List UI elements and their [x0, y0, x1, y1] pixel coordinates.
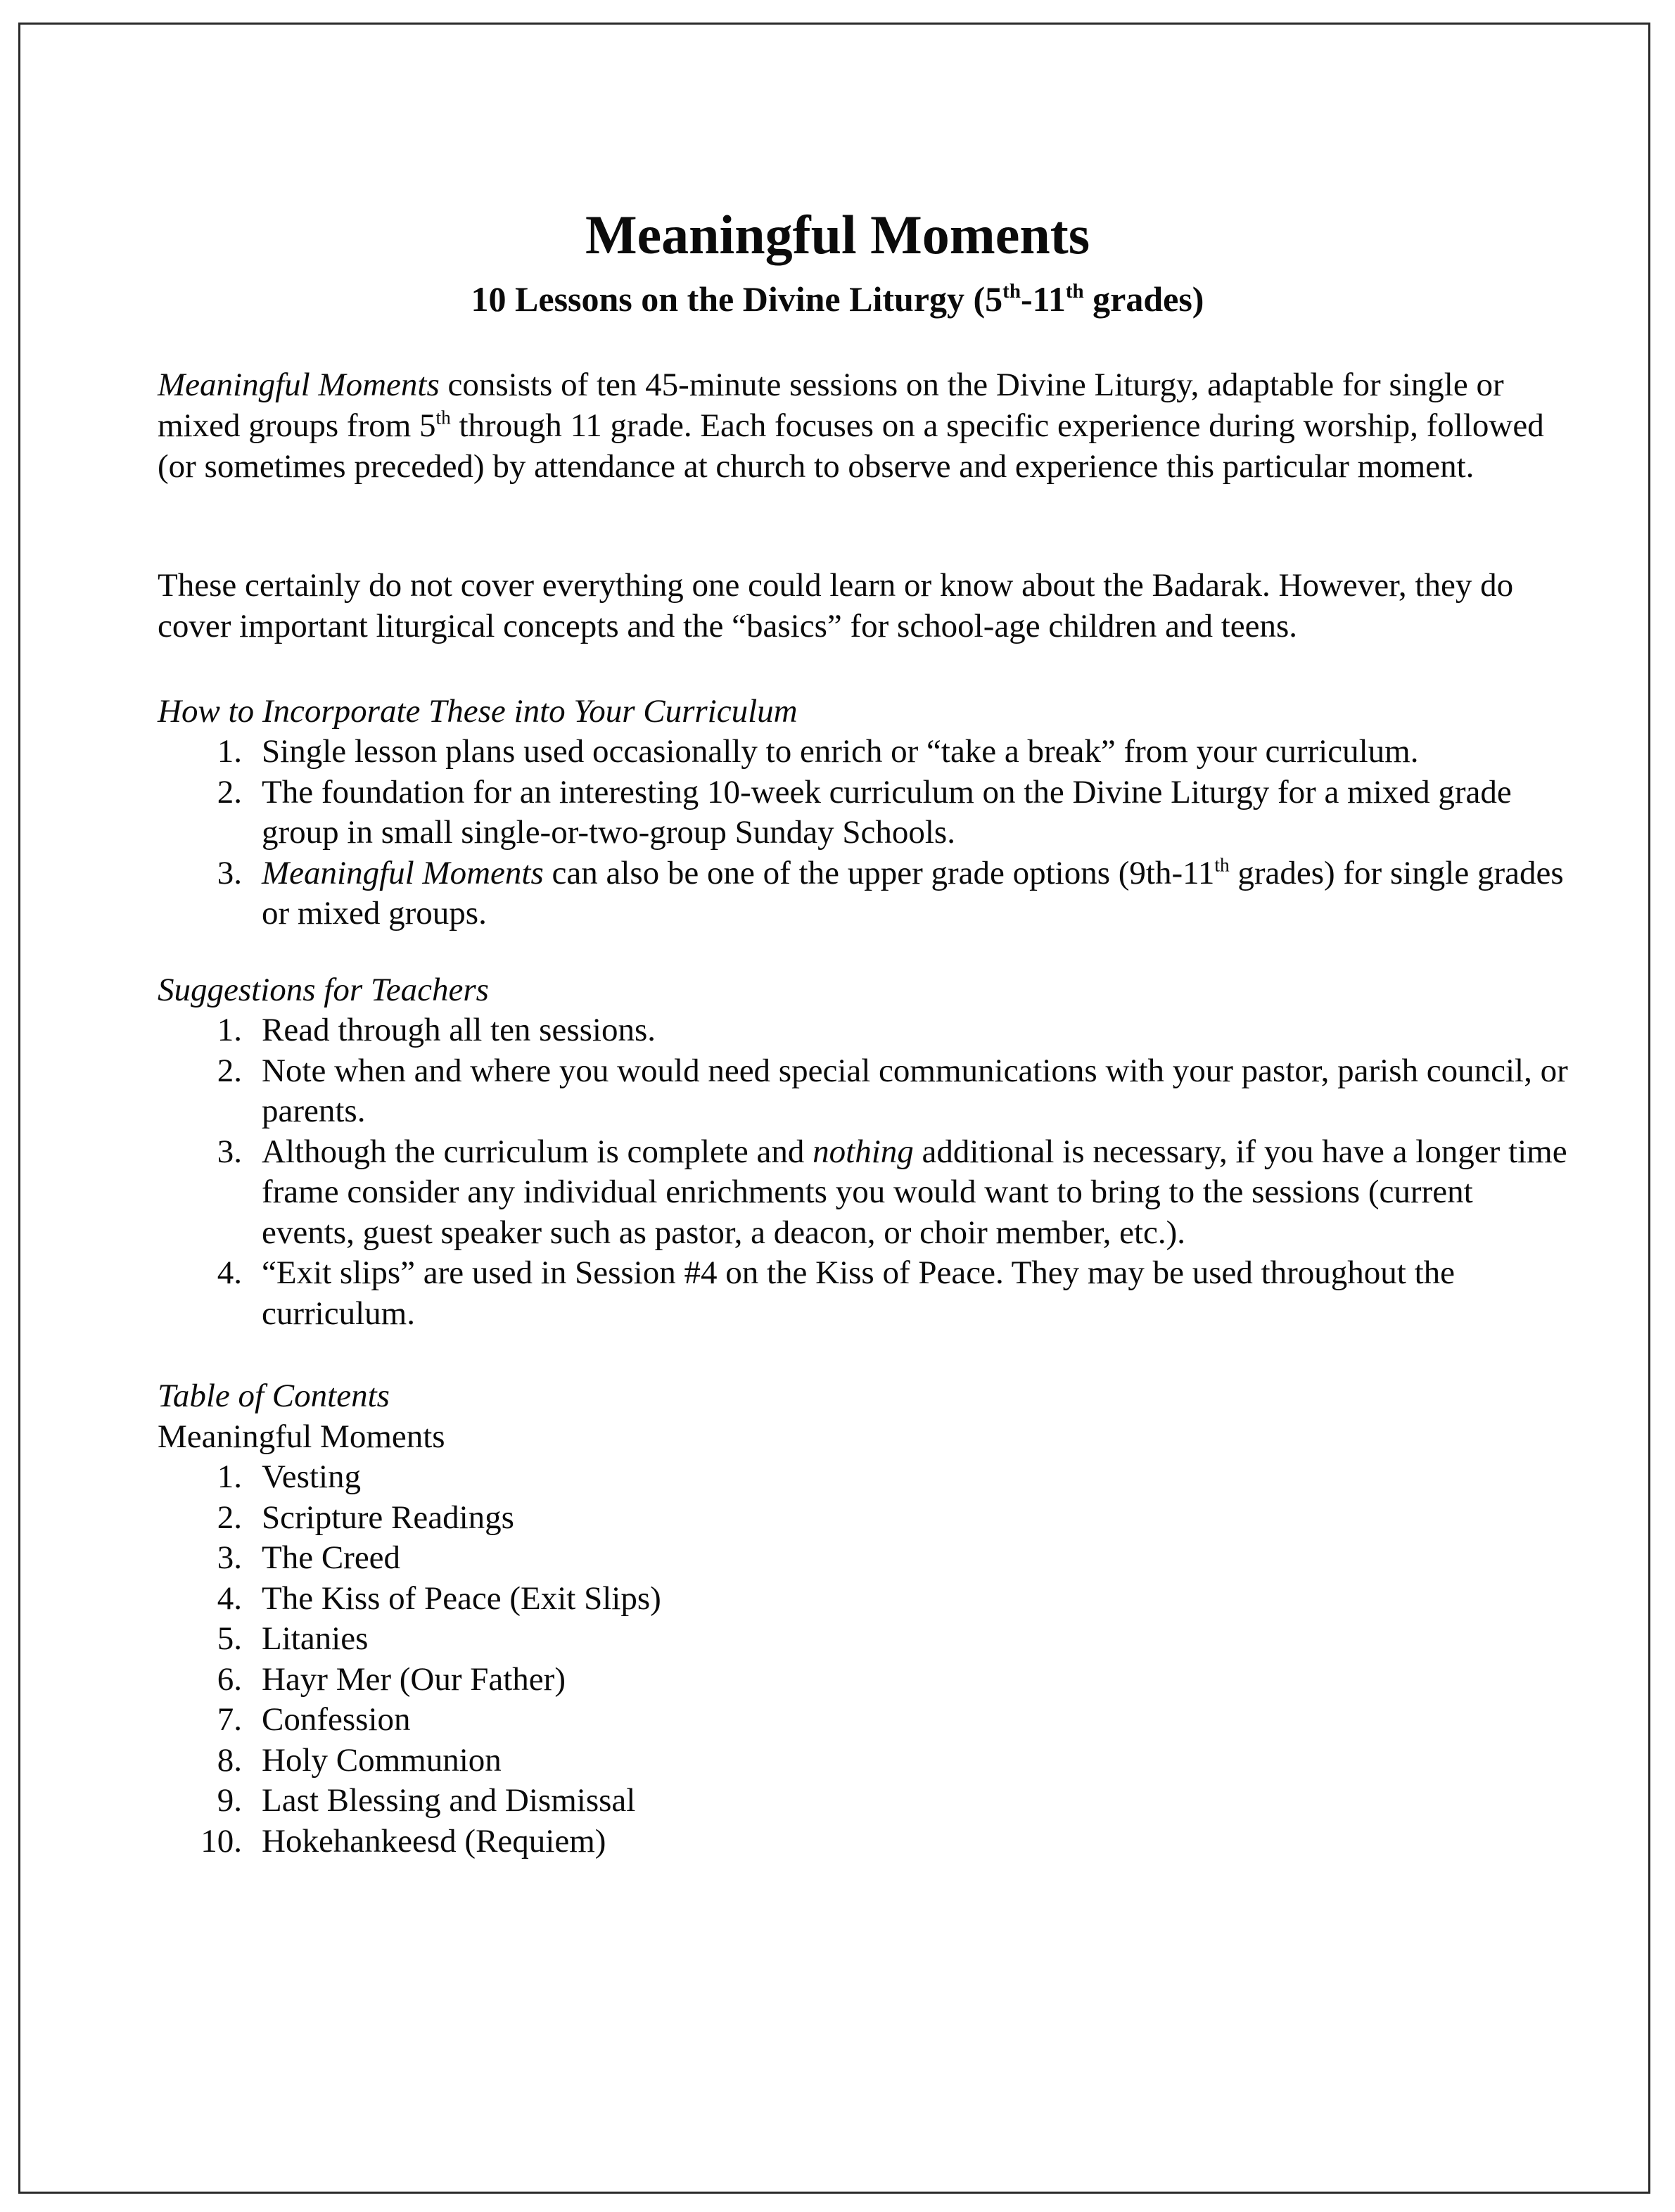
list-item-italic: nothing — [813, 1133, 914, 1170]
suggestions-list — [0, 1010, 1675, 1334]
toc-item-text: Hokehankeesd (Requiem) — [262, 1822, 606, 1860]
toc-item — [0, 1498, 1675, 1539]
list-item-text — [262, 1132, 1570, 1254]
toc-item-number: 6. — [217, 1660, 242, 1698]
list-item — [0, 1010, 1675, 1051]
toc-item — [0, 1700, 1675, 1741]
list-item-text: The foundation for an interesting 10-week curriculum on the Divine Liturgy for a mixed grade group in small single-or-two-group Sunday Schools. — [262, 773, 1512, 851]
toc-item — [0, 1781, 1675, 1822]
intro-sup: th — [435, 407, 451, 428]
toc-item — [0, 1579, 1675, 1620]
list-item-number: 4. — [217, 1254, 242, 1291]
document-title: Meaningful Moments — [585, 204, 1090, 265]
toc-item — [0, 1822, 1675, 1862]
scope-paragraph: These certainly do not cover everything one could learn or know about the Badarak. However, they do cover important liturgical concepts and the “basics” for school-age children and teens. — [158, 567, 1514, 644]
list-item-text-a: can also be one of the upper grade options (9th-11 — [543, 854, 1215, 891]
toc-item-text: Litanies — [262, 1620, 369, 1657]
list-item-number: 3. — [217, 1133, 242, 1170]
toc-item — [0, 1741, 1675, 1781]
toc-item-text: The Creed — [262, 1539, 401, 1576]
list-item — [0, 773, 1675, 853]
list-item — [0, 1253, 1675, 1334]
list-item — [0, 1132, 1675, 1254]
toc-item-number: 5. — [217, 1620, 242, 1657]
incorporate-heading: How to Incorporate These into Your Curriculum — [158, 693, 798, 730]
list-item-text: Note when and where you would need special communications with your pastor, parish council, or parents. — [262, 1052, 1568, 1129]
incorporate-list — [0, 732, 1675, 934]
list-item — [0, 1051, 1675, 1132]
list-item-number: 1. — [217, 733, 242, 770]
toc-item-text: Vesting — [262, 1458, 361, 1495]
toc-item-number: 3. — [217, 1539, 242, 1576]
subtitle-sup-2: th — [1065, 280, 1084, 303]
toc-item-text: Holy Communion — [262, 1741, 502, 1779]
subtitle-end: grades) — [1083, 279, 1204, 319]
toc-item-text: Last Blessing and Dismissal — [262, 1782, 636, 1819]
list-item-italic: Meaningful Moments — [262, 854, 544, 891]
toc-item-number: 2. — [217, 1499, 242, 1536]
toc-item-text: Scripture Readings — [262, 1499, 514, 1536]
toc-item-text: Hayr Mer (Our Father) — [262, 1660, 566, 1698]
document-subtitle — [0, 281, 1675, 317]
intro-paragraph — [158, 364, 1565, 487]
toc-list — [0, 1457, 1675, 1862]
toc-item — [0, 1538, 1675, 1579]
list-item-number: 2. — [217, 773, 242, 811]
toc-item-number: 4. — [217, 1579, 242, 1617]
toc-item — [0, 1619, 1675, 1660]
list-item-number: 3. — [217, 854, 242, 891]
list-item-number: 1. — [217, 1012, 242, 1048]
toc-item — [0, 1457, 1675, 1498]
list-item — [0, 853, 1675, 934]
list-item — [0, 732, 1675, 773]
toc-item-number: 1. — [217, 1458, 242, 1495]
subtitle-sup-1: th — [1002, 280, 1021, 303]
toc-item-number: 8. — [217, 1741, 242, 1779]
toc-heading: Table of Contents — [158, 1378, 390, 1414]
list-item-text — [262, 853, 1570, 934]
subtitle-main: 10 Lessons on the Divine Liturgy (5 — [471, 279, 1003, 319]
toc-item-text: The Kiss of Peace (Exit Slips) — [262, 1579, 661, 1617]
subtitle-mid: -11 — [1020, 279, 1066, 319]
list-item-sup: th — [1214, 853, 1230, 875]
toc-item-number: 7. — [217, 1701, 242, 1738]
toc-item-number: 9. — [217, 1782, 242, 1819]
toc-item — [0, 1660, 1675, 1701]
intro-text-a: consists of ten 45-minute sessions on the Divine Liturgy, adaptable for single or mixed groups from 5 — [158, 367, 1504, 444]
intro-italic-lead: Meaningful Moments — [158, 367, 440, 403]
list-item-text-a: Although the curriculum is complete and — [262, 1133, 813, 1170]
intro-text-b: through 11 grade. Each focuses on a specific experience during worship, followed (or sometimes preceded) by attendance at church to observe and experience this particular moment. — [158, 407, 1544, 485]
list-item-text: Single lesson plans used occasionally to enrich or “take a break” from your curriculum. — [262, 733, 1419, 770]
toc-item-number: 10. — [200, 1822, 242, 1860]
toc-item-text: Confession — [262, 1701, 411, 1738]
toc-subheading: Meaningful Moments — [158, 1418, 445, 1455]
list-item-text: Read through all ten sessions. — [262, 1012, 656, 1048]
list-item-number: 2. — [217, 1052, 242, 1089]
list-item-text-b: grades) for single grades or mixed groups. — [262, 854, 1564, 932]
suggestions-heading: Suggestions for Teachers — [158, 972, 489, 1008]
list-item-text: “Exit slips” are used in Session #4 on the Kiss of Peace. They may be used throughout the curriculum. — [262, 1254, 1456, 1332]
list-item-text-b: additional is necessary, if you have a longer time frame consider any individual enrichments you would want to bring to the sessions (current events, guest speaker such as pastor, a deacon, or choir member, etc.). — [262, 1133, 1567, 1251]
